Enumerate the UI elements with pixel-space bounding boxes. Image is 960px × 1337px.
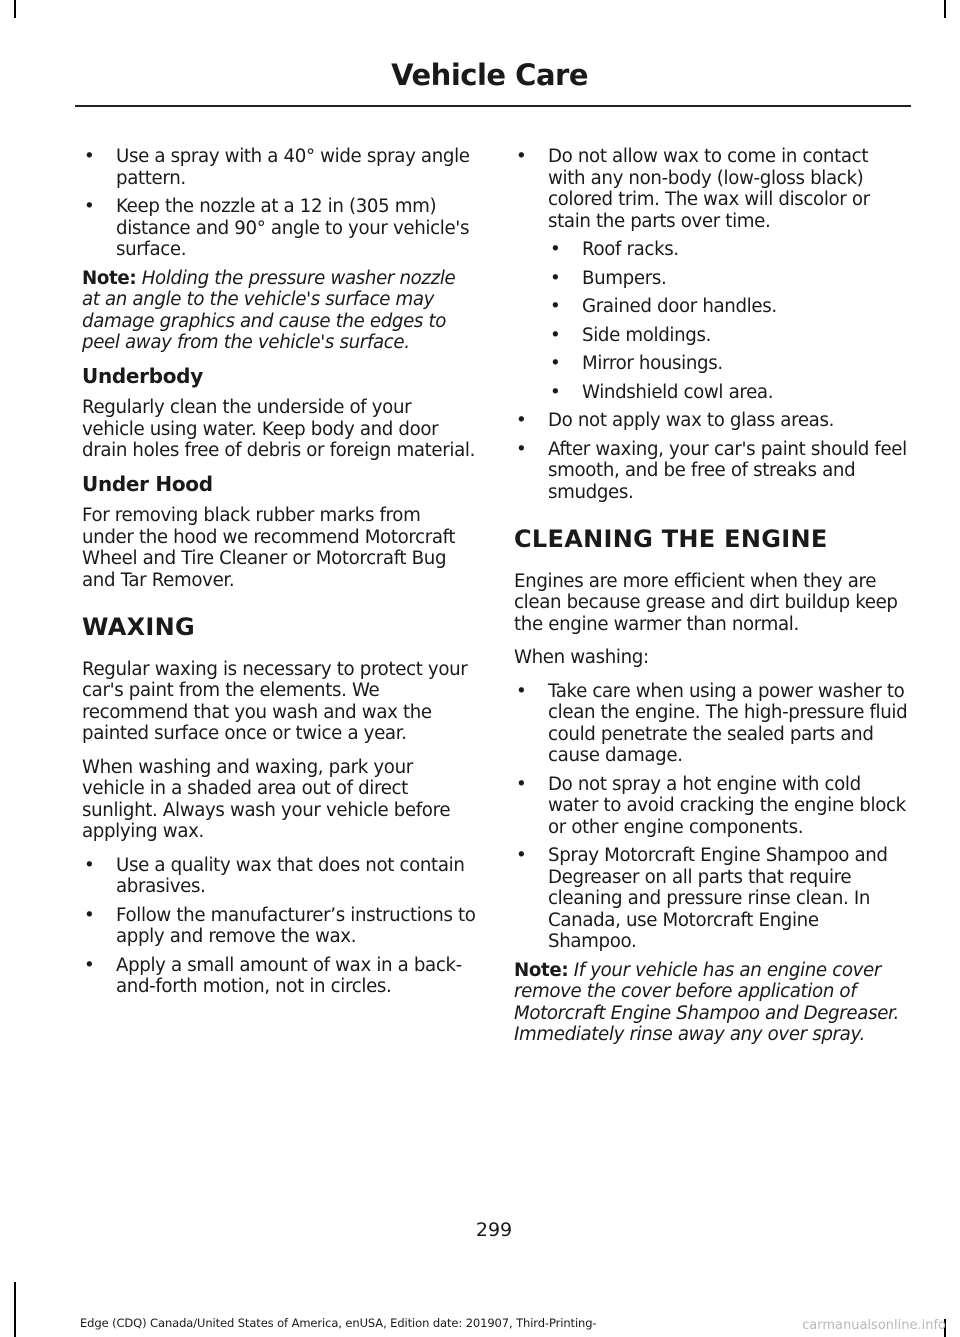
crop-mark-top-right [944,0,946,18]
waxing-paragraph-1: Regular waxing is necessary to protect your car's paint from the elements. We recommend that you wash and wax the painted surface once or twice a year. [82,658,468,744]
sub-list-item: • Roof racks. [548,239,909,261]
list-item: • Use a quality wax that does not contain abrasives. [82,855,477,898]
sub-list-item: • Windshield cowl area. [548,382,909,404]
engine-note-paragraph [514,960,909,1046]
page-header-title: Vehicle Care [391,58,588,92]
sub-list-item: • Bumpers. [548,268,909,290]
note-text: If your vehicle has an engine cover remove the cover before application of Motorcraft Engine Shampoo and Degreaser. Immediately rinse away any over spray. [514,959,899,1045]
header-divider [75,105,911,107]
list-item [514,146,909,403]
left-column [82,146,477,1005]
watermark-text: carmanualsonline.info [802,1318,946,1333]
list-item: • Do not spray a hot engine with cold water to avoid cracking the engine block or other engine components. [514,774,909,839]
section-heading-underbody: Underbody [82,363,203,388]
sub-list-item: • Mirror housings. [548,353,909,375]
list-item: • Spray Motorcraft Engine Shampoo and Degreaser on all parts that require cleaning and pressure rinse clean. In Canada, use Motorcraft Engine Shampoo. [514,845,909,953]
list-item: • Follow the manufacturer’s instructions to apply and remove the wax. [82,905,477,948]
waxing-bullet-list [82,855,477,998]
underbody-paragraph: Regularly clean the underside of your vehicle using water. Keep body and door drain holes free of debris or foreign material. [82,397,476,461]
crop-mark-top-left [14,0,16,18]
trim-parts-sub-list [548,239,909,403]
list-item: • After waxing, your car's paint should feel smooth, and be free of streaks and smudges. [514,439,909,504]
section-heading-cleaning-engine: CLEANING THE ENGINE [514,525,828,553]
list-item-text: Do not allow wax to come in contact with any non-body (low-gloss black) colored trim. The wax will discolor or stain the parts over time. [548,146,870,232]
list-item: • Keep the nozzle at a 12 in (305 mm) distance and 90° angle to your vehicle's surface. [82,196,477,261]
sub-list-item: • Side moldings. [548,325,909,347]
engine-paragraph-1: Engines are more efficient when they are clean because grease and dirt buildup keep the engine warmer than normal. [514,570,898,635]
note-label: Note: [514,959,569,981]
section-heading-waxing: WAXING [82,613,195,641]
note-label: Note: [82,267,137,289]
section-heading-under-hood: Under Hood [82,471,213,496]
edition-footer: Edge (CDQ) Canada/United States of America, enUSA, Edition date: 201907, Third-Printing- [80,1316,597,1330]
note-text: Holding the pressure washer nozzle at an angle to the vehicle's surface may damage graphics and cause the edges to peel away from the vehicle's surface. [82,267,456,353]
engine-bullet-list [514,681,909,953]
sub-list-item: • Grained door handles. [548,296,909,318]
note-paragraph [82,268,477,354]
page-number: 299 [475,1219,513,1241]
spray-bullet-list [82,146,477,261]
list-item: • Use a spray with a 40° wide spray angle pattern. [82,146,477,189]
under-hood-paragraph: For removing black rubber marks from under the hood we recommend Motorcraft Wheel and Tire Cleaner or Motorcraft Bug and Tar Remover. [82,505,456,591]
wax-caution-bullet-list [514,146,909,503]
list-item: • Take care when using a power washer to clean the engine. The high-pressure fluid could penetrate the sealed parts and cause damage. [514,681,909,767]
right-column [514,146,909,1058]
list-item: • Do not apply wax to glass areas. [514,410,909,432]
list-item: • Apply a small amount of wax in a back-and-forth motion, not in circles. [82,955,477,998]
crop-mark-bottom-left [14,1282,16,1337]
waxing-paragraph-2: When washing and waxing, park your vehicle in a shaded area out of direct sunlight. Always wash your vehicle before applying wax. [82,756,451,842]
engine-paragraph-2: When washing: [514,647,649,668]
